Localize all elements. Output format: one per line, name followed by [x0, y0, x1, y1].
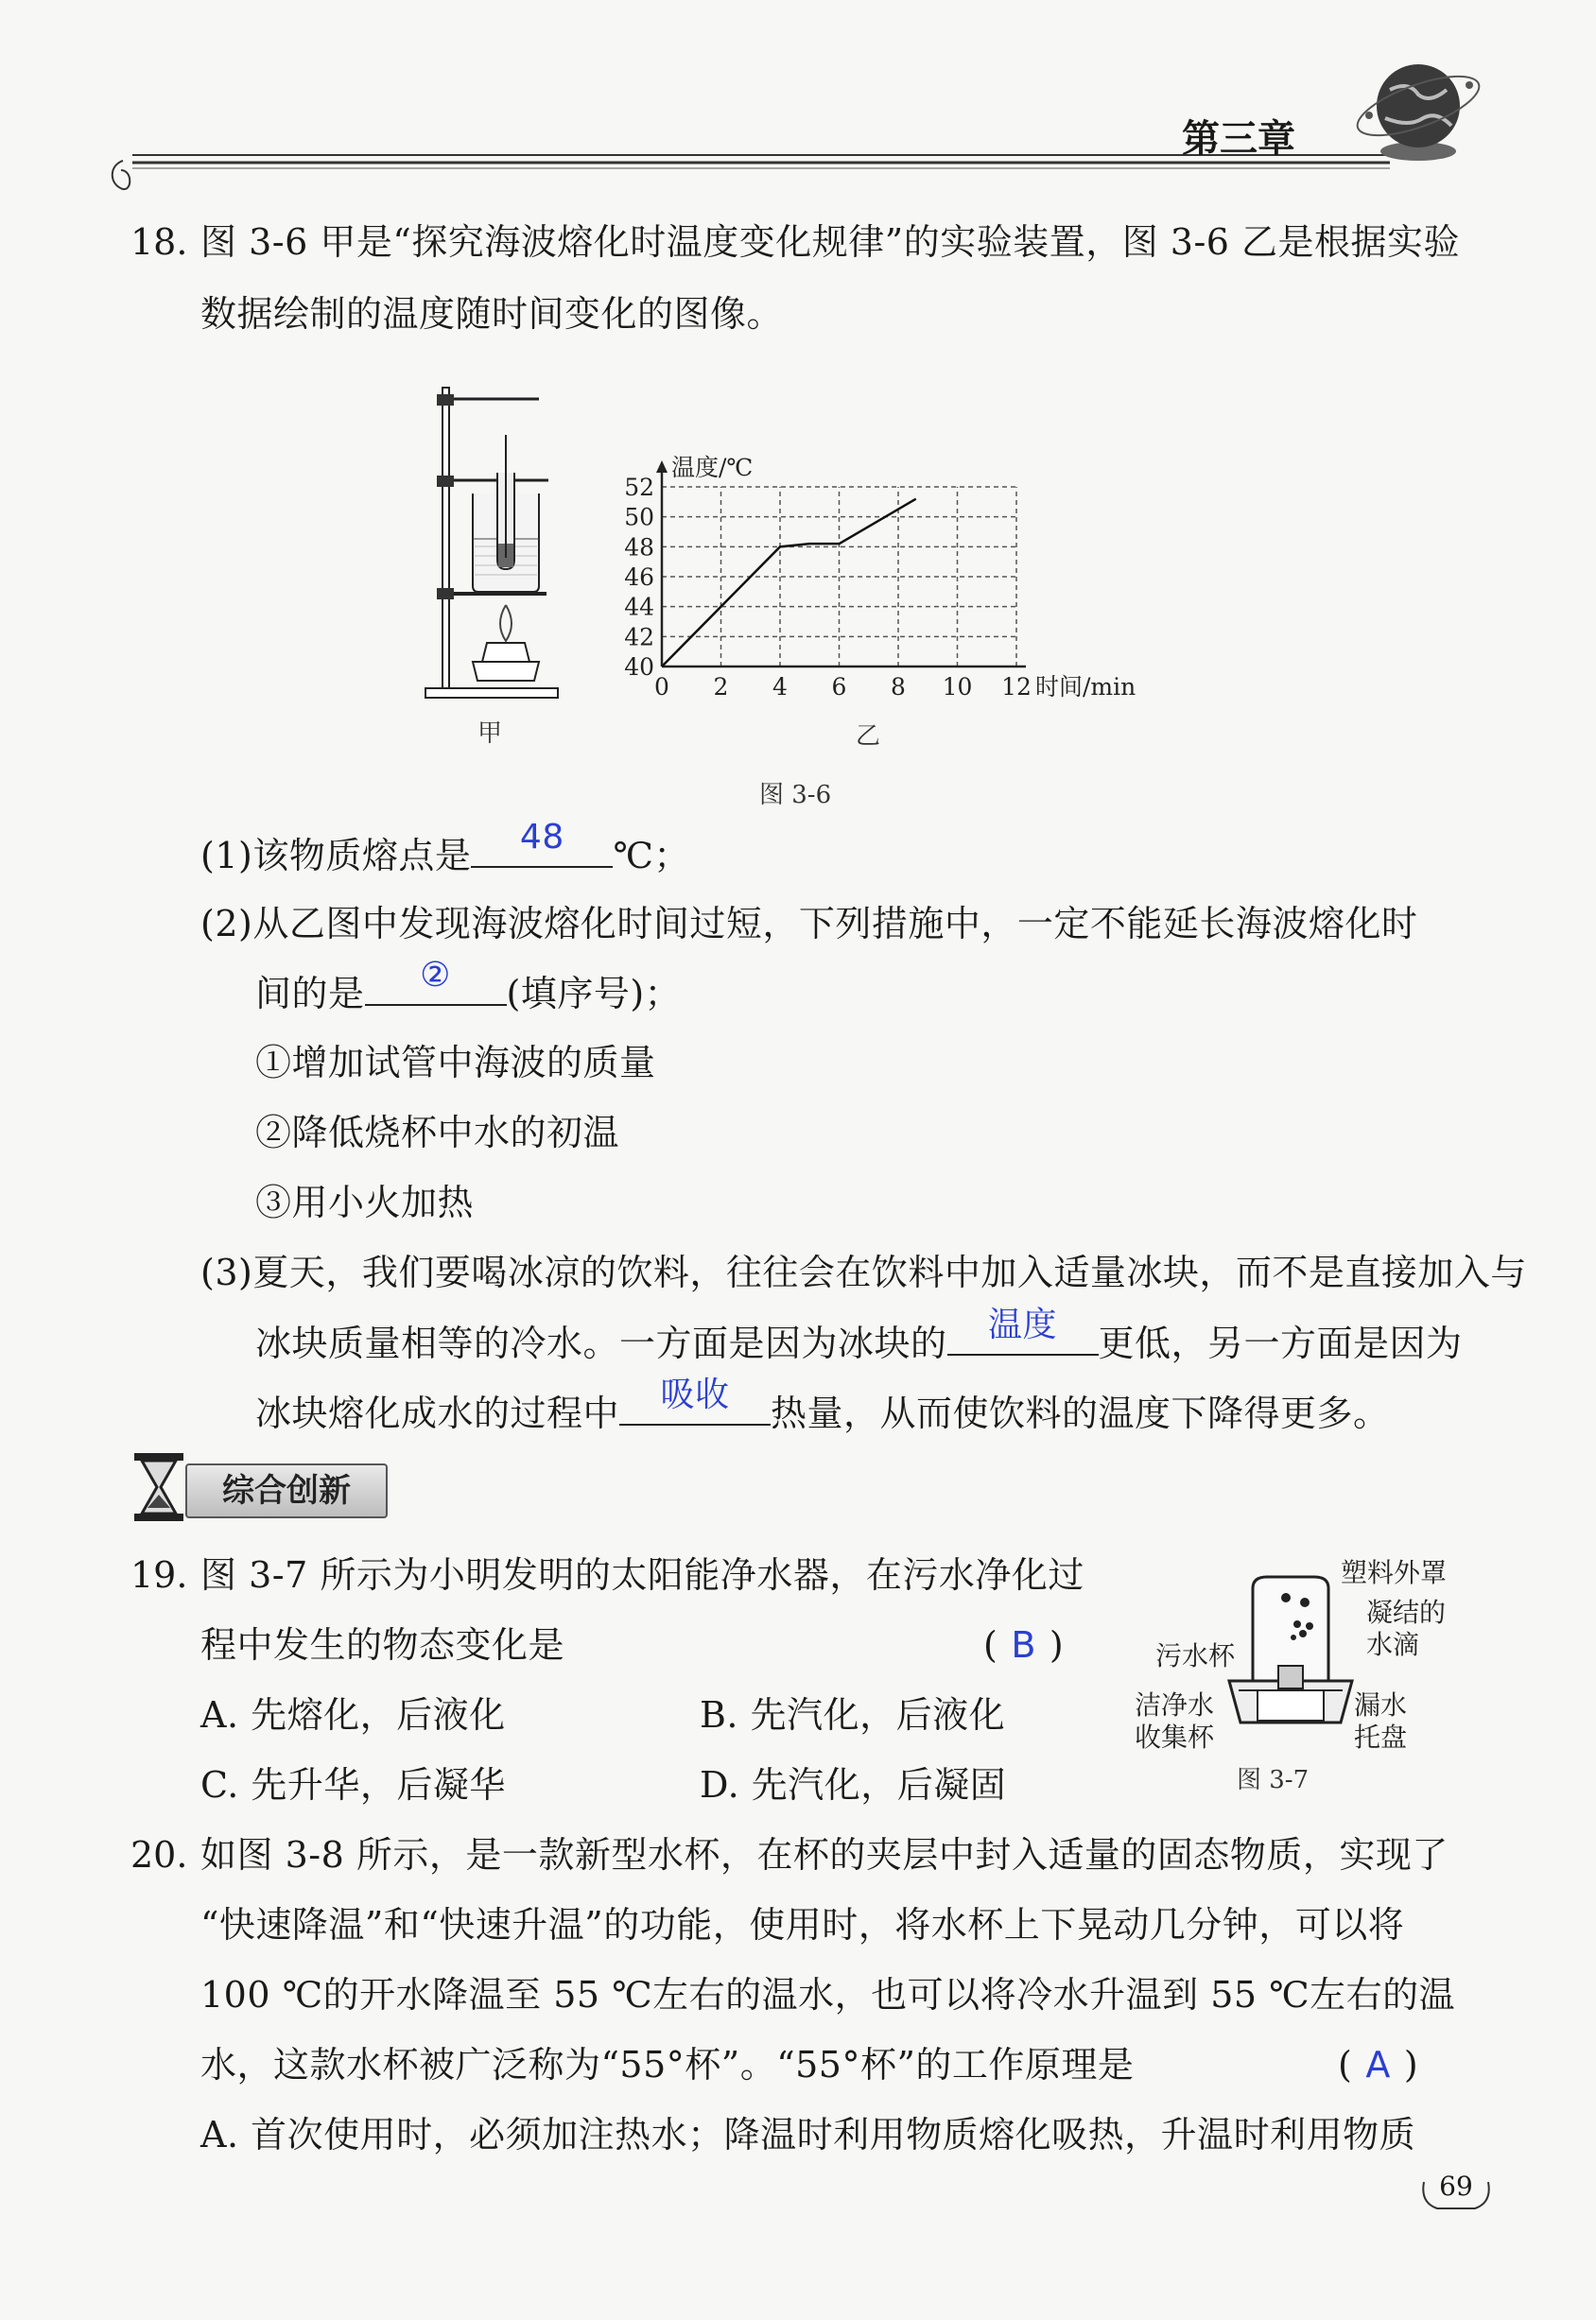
y-tick-label: 52 — [624, 474, 654, 501]
y-tick-label: 48 — [624, 533, 654, 562]
label-tray-1: 漏水 — [1354, 1689, 1408, 1721]
q18-sub3-text-a: 冰块质量相等的冷水。一方面是因为冰块的 — [255, 1323, 947, 1364]
q18-sub3-text-d: 热量，从而使饮料的温度下降得更多。 — [771, 1393, 1390, 1434]
fig-label-yi: 乙 — [856, 722, 881, 751]
y-tick-label: 40 — [624, 653, 654, 681]
q19-option-a: A. 先熔化，后液化 — [200, 1694, 506, 1736]
q18-number: 18. — [130, 221, 188, 263]
q18-sub3-text-b: 更低，另一方面是因为 — [1098, 1323, 1463, 1364]
q18-option-3: ③用小火加热 — [255, 1182, 475, 1223]
q19-answer[interactable]: B — [1011, 1624, 1036, 1666]
apparatus-figure — [416, 378, 567, 704]
q20-stem-line3: 100 ℃的开水降温至 55 ℃左右的温水，也可以将冷水升温到 55 ℃左右的温 — [200, 1974, 1456, 2016]
q18-option-2: ②降低烧杯中水的初温 — [255, 1112, 620, 1153]
series-line-海波 — [662, 499, 916, 667]
globe-icon — [1352, 47, 1484, 170]
label-drops-2: 水滴 — [1366, 1629, 1420, 1660]
q18-sub2-line1: (2)从乙图中发现海波熔化时间过短，下列措施中，一定不能延长海波熔化时 — [200, 903, 1418, 944]
fig-3-7-caption: 图 3-7 — [1237, 1766, 1310, 1794]
q18-sub3-line1: (3)夏天，我们要喝冰凉的饮料，往往会在饮料中加入适量冰块，而不是直接加入与 — [200, 1252, 1527, 1293]
q19-number: 19. — [130, 1554, 188, 1596]
y-tick-label: 44 — [624, 593, 654, 621]
q18-sub1 — [200, 818, 690, 878]
q20-paren-open: ( — [1338, 2044, 1353, 2086]
y-tick-label: 50 — [624, 503, 654, 531]
q19-answer-paren — [983, 1622, 1064, 1668]
temperature-chart — [605, 444, 1172, 709]
y-axis-arrow — [656, 460, 668, 473]
q20-paren-close: ) — [1403, 2044, 1419, 2086]
x-tick-label: 6 — [831, 673, 847, 701]
q18-sub2-blank[interactable] — [365, 956, 507, 1006]
q20-stem-line1: 如图 3-8 所示，是一款新型水杯，在杯的夹层中封入适量的固态物质，实现了 — [200, 1834, 1449, 1876]
label-cover: 塑料外罩 — [1341, 1557, 1448, 1588]
q19-stem-line2: 程中发生的物态变化是 — [200, 1624, 565, 1666]
q19-paren-open: ( — [983, 1624, 998, 1666]
q19-stem-line1: 图 3-7 所示为小明发明的太阳能净水器，在污水净化过 — [200, 1554, 1084, 1596]
q18-sub3-text-c: 冰块熔化成水的过程中 — [255, 1393, 620, 1434]
q18-sub3-answer2: 吸收 — [660, 1376, 730, 1414]
q18-sub3-line2 — [255, 1306, 1463, 1366]
q19-paren-close: ) — [1049, 1624, 1065, 1666]
q20-answer-paren — [1338, 2042, 1418, 2087]
q20-stem-line2: “快速降温”和“快速升温”的功能，使用时，将水杯上下晃动几分钟，可以将 — [200, 1904, 1405, 1946]
q18-sub1-answer: 48 — [519, 818, 564, 857]
q18-option-1: ①增加试管中海波的质量 — [255, 1042, 656, 1083]
q20-option-a: A. 首次使用时，必须加注热水；降温时利用物质熔化吸热，升温时利用物质 — [200, 2114, 1416, 2156]
q18-sub3-line3 — [255, 1376, 1390, 1436]
q20-stem-line4: 水，这款水杯被广泛称为“55°杯”。“55°杯”的工作原理是 — [200, 2044, 1135, 2086]
q18-sub3-blank2[interactable] — [619, 1376, 771, 1426]
section-title: 综合创新 — [222, 1472, 351, 1510]
y-tick-label: 46 — [624, 563, 654, 591]
q18-sub1-unit: ℃； — [613, 835, 690, 876]
fig-3-6-caption: 图 3-6 — [759, 781, 832, 809]
x-axis-label: 时间/min — [1035, 673, 1136, 701]
x-tick-label: 10 — [942, 673, 973, 701]
x-tick-label: 0 — [654, 673, 669, 701]
label-clean-1: 洁净水 — [1135, 1689, 1215, 1721]
q18-sub2-suffix: (填序号)； — [506, 973, 682, 1014]
x-tick-label: 8 — [891, 673, 906, 701]
label-drops-1: 凝结的 — [1366, 1597, 1447, 1628]
hourglass-icon — [132, 1451, 185, 1523]
q20-answer[interactable]: A — [1365, 2044, 1391, 2086]
x-tick-label: 4 — [772, 673, 788, 701]
q18-sub1-blank[interactable] — [471, 818, 613, 868]
section-banner — [185, 1463, 388, 1518]
q20-number: 20. — [130, 1834, 188, 1876]
x-tick-label: 12 — [1001, 673, 1032, 701]
chapter-title: 第三章 — [1182, 116, 1295, 161]
q18-sub2-text: 间的是 — [255, 973, 365, 1014]
q18-stem-line1: 图 3-6 甲是“探究海波熔化时温度变化规律”的实验装置，图 3-6 乙是根据实验 — [200, 221, 1461, 263]
q18-sub2-answer: ② — [420, 956, 451, 995]
q19-option-d: D. 先汽化，后凝固 — [700, 1764, 1007, 1806]
q18-sub1-text: (1)该物质熔点是 — [200, 835, 472, 876]
fig-label-jia: 甲 — [477, 719, 503, 748]
q19-option-b: B. 先汽化，后液化 — [700, 1694, 1006, 1736]
label-clean-2: 收集杯 — [1135, 1722, 1215, 1753]
q18-sub3-blank1[interactable] — [947, 1306, 1099, 1356]
q18-sub2-line2 — [255, 956, 682, 1016]
label-tray-2: 托盘 — [1354, 1722, 1408, 1753]
label-dirty-cup: 污水杯 — [1155, 1640, 1236, 1671]
x-tick-label: 2 — [713, 673, 729, 701]
q18-sub3-answer1: 温度 — [988, 1306, 1058, 1344]
y-axis-label: 温度/℃ — [671, 454, 754, 481]
q19-option-c: C. 先升华，后凝华 — [200, 1764, 506, 1806]
q18-stem-line2: 数据绘制的温度随时间变化的图像。 — [200, 293, 784, 335]
y-tick-label: 42 — [624, 623, 654, 651]
page-number: 69 — [1439, 2171, 1473, 2202]
